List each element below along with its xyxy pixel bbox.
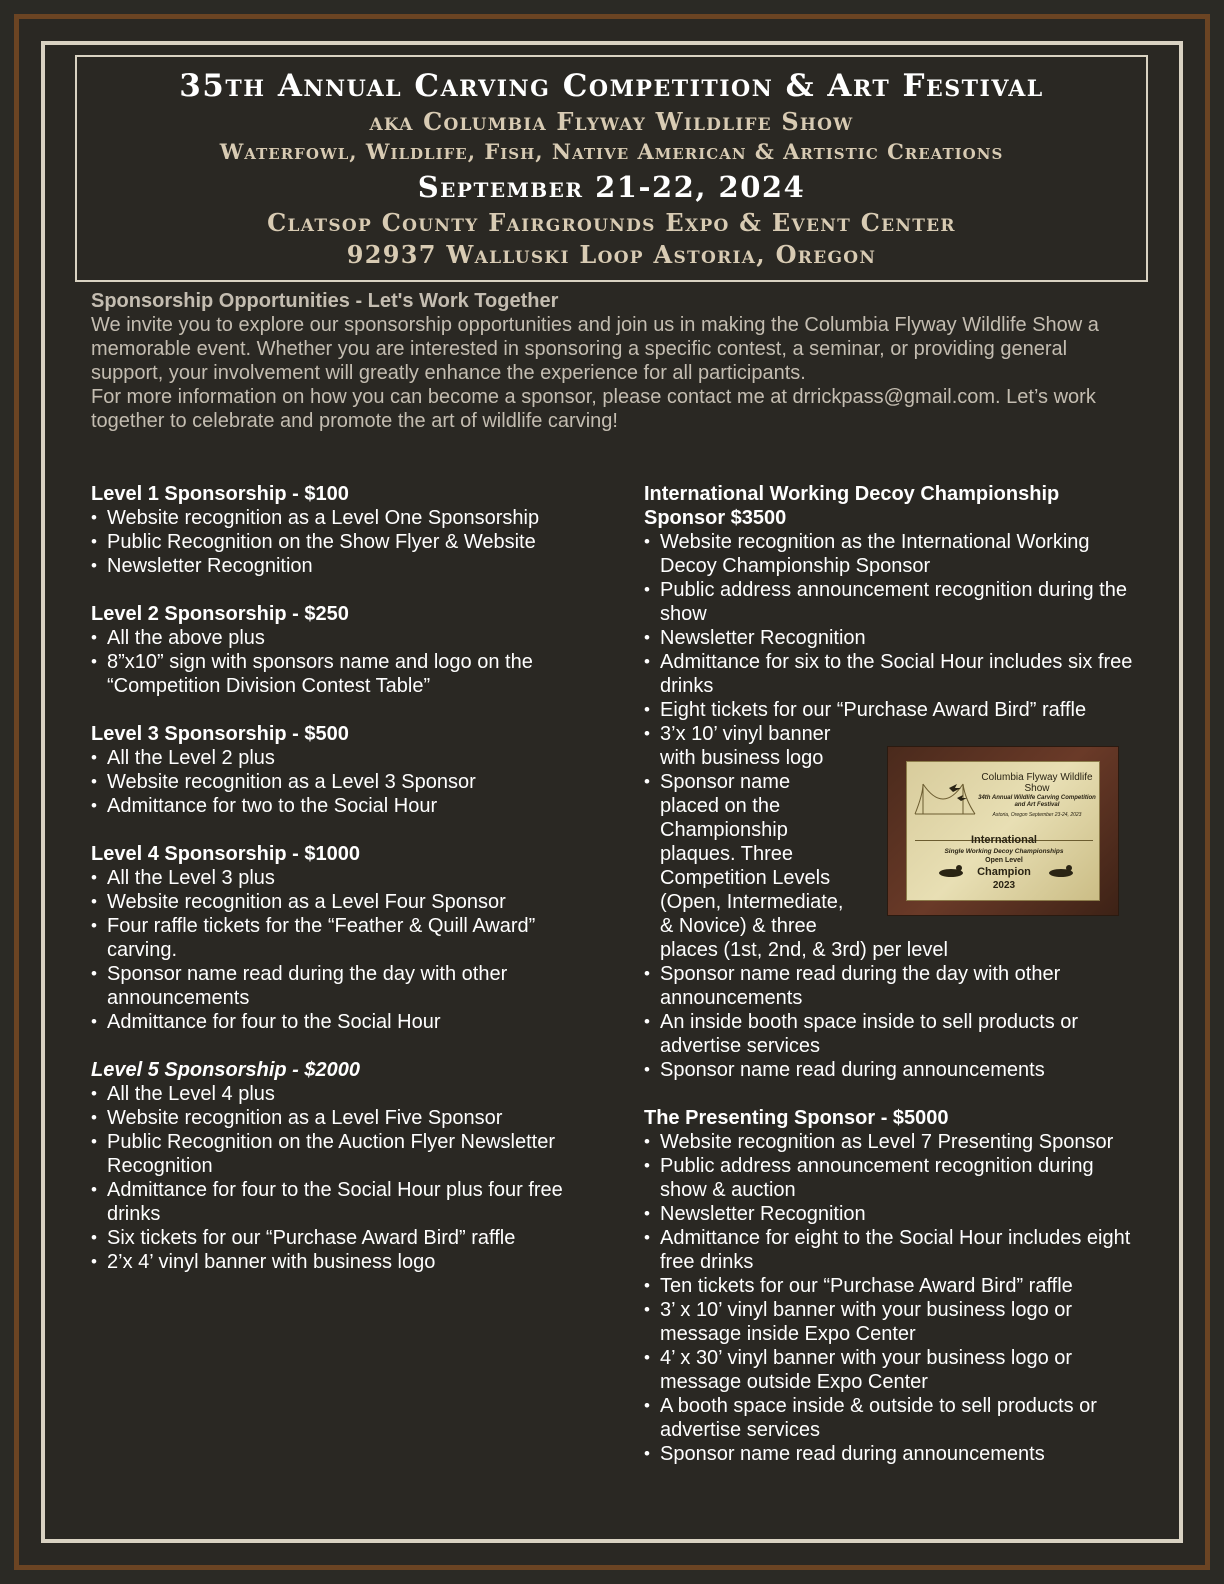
list-item: • Six tickets for our “Purchase Award Bird” raffle: [91, 1226, 591, 1250]
list-item: • 3’ x 10’ vinyl banner with your business logo or message inside Expo Center: [644, 1298, 1144, 1346]
list-item: • A booth space inside & outside to sell products or advertise services: [644, 1394, 1144, 1442]
plaque-level: Open Level: [985, 857, 1023, 864]
list-item: • Admittance for four to the Social Hour plus four free drinks: [91, 1178, 591, 1226]
list-item: • Website recognition as Level 7 Presenting Sponsor: [644, 1130, 1144, 1154]
list-item: • Admittance for six to the Social Hour includes six free drinks: [644, 650, 1144, 698]
event-header: [75, 55, 1148, 282]
list-item: • 2’x 4’ vinyl banner with business logo: [91, 1250, 591, 1274]
benefit-list: [91, 866, 591, 1034]
plaque-champion: Champion: [977, 866, 1031, 878]
list-item: • Sponsor name placed on the Championship plaques. Three Competition Levels (Open, Intermediate, & Novice) & three: [644, 770, 850, 938]
list-item: • Website recognition as a Level Five Sponsor: [91, 1106, 591, 1130]
level-3: [91, 722, 591, 818]
intro-paragraph-1: We invite you to explore our sponsorship opportunities and join us in making the Columbia Flyway Wildlife Show a memorable event. Whether you are interested in sponsoring a specific contest, a seminar, or providing general support, your involvement will greatly enhance the experience for all participants.: [91, 314, 1099, 384]
list-item: • Sponsor name read during the day with other announcements: [91, 962, 591, 1010]
list-item: • Four raffle tickets for the “Feather & Quill Award” carving.: [91, 914, 591, 962]
list-item: • Sponsor name read during the day with other announcements: [644, 962, 1144, 1010]
list-item: • Website recognition as a Level One Sponsorship: [91, 506, 591, 530]
list-item: • Admittance for two to the Social Hour: [91, 794, 591, 818]
list-item: • Sponsor name read during announcements: [644, 1058, 1144, 1082]
championship-plaque-photo: [887, 746, 1119, 916]
level-title: The Presenting Sponsor - $5000: [644, 1107, 949, 1129]
plaque-category: Single Working Decoy Championships: [944, 848, 1064, 855]
intro-section: [91, 289, 1131, 433]
list-item: • All the Level 2 plus: [91, 746, 591, 770]
event-dates: September 21-22, 2024: [417, 170, 806, 204]
list-item: • Sponsor name read during announcements: [644, 1442, 1144, 1466]
list-item: • All the above plus: [91, 626, 591, 650]
list-item-continuation: [644, 938, 1144, 962]
list-item: • Public address announcement recognition during show & auction: [644, 1154, 1144, 1202]
plaque-year: 2023: [992, 880, 1016, 891]
benefit-list: [644, 1130, 1144, 1466]
list-item: • Website recognition as a Level 3 Sponsor: [91, 770, 591, 794]
right-column: [644, 482, 1144, 1490]
plaque-plate: [906, 761, 1100, 901]
list-item: • 8”x10” sign with sponsors name and logo on the “Competition Division Contest Table”: [91, 650, 591, 698]
benefit-list: [91, 626, 591, 698]
decoy-icon: [937, 862, 967, 878]
list-item: • Public address announcement recognition during the show: [644, 578, 1144, 626]
list-item: • Newsletter Recognition: [91, 554, 591, 578]
list-item: • Public Recognition on the Auction Flyer Newsletter Recognition: [91, 1130, 591, 1178]
presenting-sponsor: [644, 1106, 1144, 1466]
plaque-international: International: [970, 834, 1037, 846]
benefit-list: [91, 1082, 591, 1274]
list-item-tail: places (1st, 2nd, & 3rd) per level: [660, 939, 948, 961]
list-item: • Admittance for eight to the Social Hour includes eight free drinks: [644, 1226, 1144, 1274]
list-item: • Public Recognition on the Show Flyer & Website: [91, 530, 591, 554]
level-title: Level 5 Sponsorship - $2000: [91, 1059, 360, 1081]
level-title: Level 3 Sponsorship - $500: [91, 723, 349, 745]
level-title: Level 2 Sponsorship - $250: [91, 603, 349, 625]
benefit-list: [91, 506, 591, 578]
event-venue: Clatsop County Fairgrounds Expo & Event Center: [267, 208, 956, 237]
event-aka: aka Columbia Flyway Wildlife Show: [369, 107, 854, 136]
level-2: [91, 602, 591, 698]
level-title: International Working Decoy Championship Sponsor $3500: [644, 483, 1060, 529]
plaque-competition: 34th Annual Wildlife Carving Competition and Art Festival: [978, 795, 1096, 808]
left-column: [91, 482, 591, 1298]
level-title: Level 1 Sponsorship - $100: [91, 483, 349, 505]
list-item: • Admittance for four to the Social Hour: [91, 1010, 591, 1034]
list-item: • All the Level 4 plus: [91, 1082, 591, 1106]
bridge-icon: [913, 774, 977, 824]
level-5: [91, 1058, 591, 1274]
intro-title: Sponsorship Opportunities - Let's Work Together: [91, 290, 559, 312]
plaque-location-date: Astoria, Oregon September 23-24, 2023: [992, 812, 1082, 818]
list-item: • An inside booth space inside to sell products or advertise services: [644, 1010, 1144, 1058]
level-title: Level 4 Sponsorship - $1000: [91, 843, 360, 865]
level-4: [91, 842, 591, 1034]
intro-paragraph-2: For more information on how you can become a sponsor, please contact me at drrickpass@gmail.com. Let’s work together to celebrate and promote the art of wildlife carving!: [91, 386, 1096, 432]
level-1: [91, 482, 591, 578]
event-title: 35th Annual Carving Competition & Art Festival: [179, 68, 1044, 104]
plaque-show-name: Columbia Flyway Wildlife Show: [981, 772, 1093, 794]
event-categories: Waterfowl, Wildlife, Fish, Native American & Artistic Creations: [219, 139, 1004, 164]
list-item: • Newsletter Recognition: [644, 1202, 1144, 1226]
list-item: • Website recognition as the International Working Decoy Championship Sponsor: [644, 530, 1144, 578]
decoy-icon: [1047, 862, 1077, 878]
list-item: • Eight tickets for our “Purchase Award Bird” raffle: [644, 698, 1144, 722]
list-item: • Ten tickets for our “Purchase Award Bird” raffle: [644, 1274, 1144, 1298]
list-item: • All the Level 3 plus: [91, 866, 591, 890]
benefit-list: [91, 746, 591, 818]
list-item: • 4’ x 30’ vinyl banner with your business logo or message outside Expo Center: [644, 1346, 1144, 1394]
list-item: • Website recognition as a Level Four Sponsor: [91, 890, 591, 914]
list-item: • Newsletter Recognition: [644, 626, 1144, 650]
list-item: • 3’x 10’ vinyl banner with business logo: [644, 722, 850, 770]
event-address: 92937 Walluski Loop Astoria, Oregon: [346, 240, 877, 269]
